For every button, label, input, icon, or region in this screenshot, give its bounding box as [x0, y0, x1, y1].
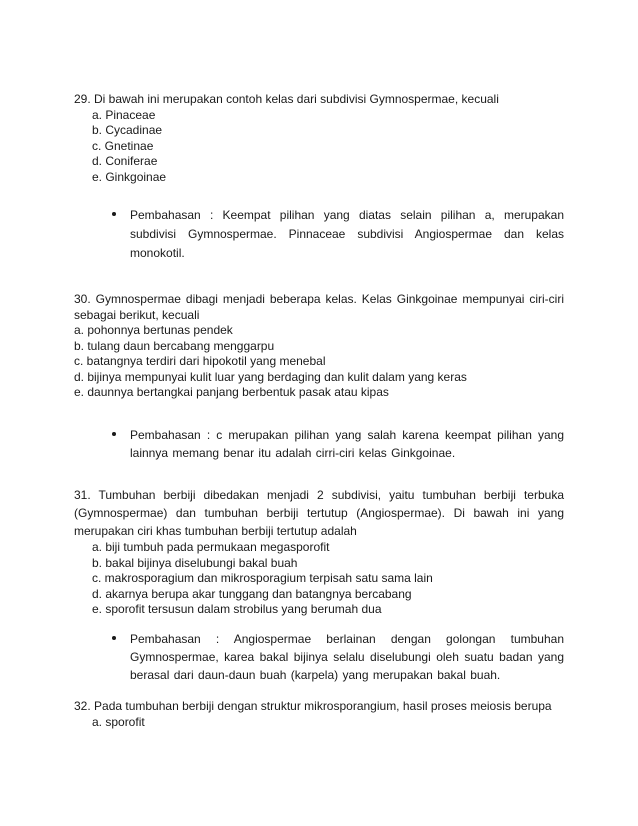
- explanation-29: [112, 206, 564, 263]
- option: a. Pinaceae: [92, 107, 156, 122]
- question-31: [74, 486, 564, 618]
- option: c. batangnya terdiri dari hipokotil yang menebal: [74, 354, 326, 368]
- option: b. bakal bijinya diselubungi bakal buah: [92, 555, 298, 570]
- question-29-options: [74, 108, 564, 186]
- question-32-options: [74, 715, 564, 731]
- bullet-icon: [112, 212, 116, 216]
- question-31-options: [74, 540, 564, 618]
- option: b. tulang daun bercabang menggarpu: [74, 338, 275, 353]
- option: d. Coniferae: [92, 154, 158, 168]
- option: d. akarnya berupa akar tunggang dan batangnya bercabang: [92, 586, 412, 601]
- option: a. pohonnya bertunas pendek: [74, 323, 233, 337]
- explanation-31: [112, 630, 564, 684]
- bullet-icon: [112, 432, 116, 436]
- question-29: [74, 92, 564, 185]
- option: a. sporofit: [92, 715, 145, 729]
- question-30-options: [74, 323, 564, 401]
- question-32-text: 32. Pada tumbuhan berbiji dengan struktur mikrosporangium, hasil proses meiosis berupa: [74, 699, 552, 713]
- bullet-icon: [112, 636, 116, 640]
- explanation-30-text: Pembahasan : c merupakan pilihan yang salah karena keempat pilihan yang lainnya memang benar itu adalah cirri-ciri kelas Ginkgoinae.: [130, 428, 564, 460]
- question-31-text: 31. Tumbuhan berbiji dibedakan menjadi 2 subdivisi, yaitu tumbuhan berbiji terbuka (Gymnospermae) dan tumbuhan berbiji tertutup (Angiospermae). Di bawah ini yang merupakan ciri khas tumbuhan berbiji tertutup adalah: [74, 488, 564, 538]
- option: a. biji tumbuh pada permukaan megasporofit: [92, 540, 330, 554]
- question-32: [74, 698, 564, 731]
- option: e. daunnya bertangkai panjang berbentuk pasak atau kipas: [74, 385, 389, 399]
- option: d. bijinya mempunyai kulit luar yang berdaging dan kulit dalam yang keras: [74, 369, 467, 384]
- explanation-30: [112, 426, 564, 462]
- explanation-31-text: Pembahasan : Angiospermae berlainan dengan golongan tumbuhan Gymnospermae, karea bakal bijinya selalu diselubungi oleh suatu badan yang berasal dari daun-daun buah (karpela) yang merupakan bakal buah.: [130, 632, 564, 682]
- option: e. sporofit tersusun dalam strobilus yang berumah dua: [92, 602, 382, 616]
- option: b. Cycadinae: [92, 123, 163, 137]
- question-30: [74, 292, 564, 401]
- option: c. makrosporagium dan mikrosporagium terpisah satu sama lain: [92, 571, 433, 585]
- question-29-text: 29. Di bawah ini merupakan contoh kelas dari subdivisi Gymnospermae, kecuali: [74, 92, 499, 106]
- option: c. Gnetinae: [92, 138, 154, 153]
- explanation-29-text: Pembahasan : Keempat pilihan yang diatas selain pilihan a, merupakan subdivisi Gymnospermae. Pinnaceae subdivisi Angiospermae dan kelas monokotil.: [130, 208, 564, 260]
- question-30-text: 30. Gymnospermae dibagi menjadi beberapa kelas. Kelas Ginkgoinae mempunyai ciri-ciri sebagai berikut, kecuali: [74, 292, 564, 322]
- option: e. Ginkgoinae: [92, 169, 167, 184]
